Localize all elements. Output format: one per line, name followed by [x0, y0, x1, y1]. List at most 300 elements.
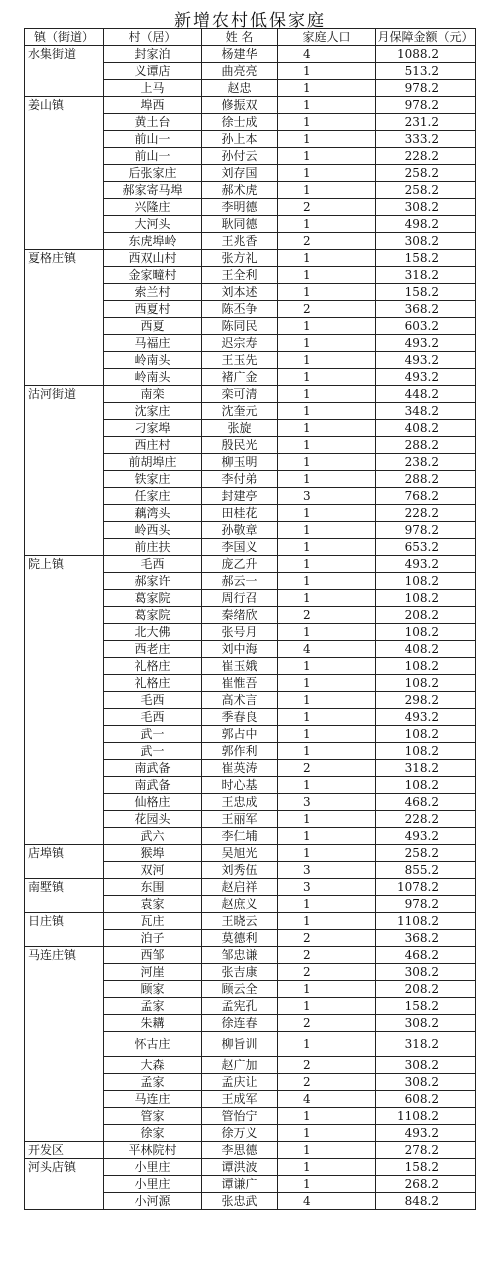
town-cell: 马连庄镇	[25, 947, 104, 1142]
amount-cell: 108.2	[376, 726, 476, 743]
table-row	[25, 556, 476, 573]
name-cell: 王忠成	[202, 794, 278, 811]
name-cell: 李仁埔	[202, 828, 278, 845]
town-cell: 姜山镇	[25, 97, 104, 250]
village-cell: 南武备	[104, 777, 202, 794]
town-cell: 沽河街道	[25, 386, 104, 556]
table-row	[25, 97, 476, 114]
name-cell: 张号月	[202, 624, 278, 641]
village-cell: 郝家许	[104, 573, 202, 590]
amount-cell: 448.2	[376, 386, 476, 403]
allowance-table	[24, 28, 476, 1210]
village-cell: 礼格庄	[104, 675, 202, 692]
amount-cell: 468.2	[376, 794, 476, 811]
village-cell: 袁家	[104, 896, 202, 913]
amount-cell: 318.2	[376, 267, 476, 284]
family-size-cell: 1	[278, 726, 376, 743]
amount-cell: 493.2	[376, 335, 476, 352]
village-cell: 大河头	[104, 216, 202, 233]
amount-cell: 158.2	[376, 998, 476, 1015]
family-size-cell: 1	[278, 335, 376, 352]
village-cell: 前庄扶	[104, 539, 202, 556]
name-cell: 柳旨训	[202, 1032, 278, 1057]
village-cell: 小里庄	[104, 1159, 202, 1176]
family-size-cell: 1	[278, 998, 376, 1015]
name-cell: 张方礼	[202, 250, 278, 267]
family-size-cell: 1	[278, 522, 376, 539]
family-size-cell: 1	[278, 437, 376, 454]
amount-cell: 258.2	[376, 182, 476, 199]
name-cell: 陈丕争	[202, 301, 278, 318]
name-cell: 莫德利	[202, 930, 278, 947]
name-cell: 曲亮亮	[202, 63, 278, 80]
family-size-cell: 1	[278, 743, 376, 760]
amount-cell: 308.2	[376, 1057, 476, 1074]
family-size-cell: 1	[278, 845, 376, 862]
family-size-cell: 1	[278, 182, 376, 199]
family-size-cell: 1	[278, 777, 376, 794]
amount-cell: 228.2	[376, 505, 476, 522]
village-cell: 西夏村	[104, 301, 202, 318]
amount-cell: 308.2	[376, 1074, 476, 1091]
table-row	[25, 947, 476, 964]
family-size-cell: 2	[278, 964, 376, 981]
name-cell: 刘中海	[202, 641, 278, 658]
family-size-cell: 2	[278, 1074, 376, 1091]
amount-cell: 978.2	[376, 522, 476, 539]
village-cell: 河崖	[104, 964, 202, 981]
village-cell: 仙格庄	[104, 794, 202, 811]
family-size-cell: 2	[278, 1015, 376, 1032]
family-size-cell: 1	[278, 981, 376, 998]
name-cell: 赵启祥	[202, 879, 278, 896]
table-row	[25, 250, 476, 267]
family-size-cell: 1	[278, 658, 376, 675]
amount-cell: 318.2	[376, 1032, 476, 1057]
town-cell: 开发区	[25, 1142, 104, 1159]
amount-cell: 258.2	[376, 165, 476, 182]
amount-cell: 238.2	[376, 454, 476, 471]
family-size-cell: 1	[278, 318, 376, 335]
village-cell: 毛西	[104, 709, 202, 726]
amount-cell: 513.2	[376, 63, 476, 80]
family-size-cell: 1	[278, 811, 376, 828]
amount-cell: 258.2	[376, 845, 476, 862]
header-village: 村（居）	[104, 29, 202, 46]
village-cell: 前山一	[104, 148, 202, 165]
family-size-cell: 1	[278, 471, 376, 488]
table-row	[25, 1159, 476, 1176]
village-cell: 任家庄	[104, 488, 202, 505]
name-cell: 管怡宁	[202, 1108, 278, 1125]
name-cell: 高术言	[202, 692, 278, 709]
family-size-cell: 2	[278, 1057, 376, 1074]
family-size-cell: 1	[278, 63, 376, 80]
village-cell: 南武备	[104, 760, 202, 777]
village-cell: 兴隆庄	[104, 199, 202, 216]
name-cell: 秦绪欣	[202, 607, 278, 624]
family-size-cell: 4	[278, 1091, 376, 1108]
family-size-cell: 1	[278, 386, 376, 403]
amount-cell: 288.2	[376, 437, 476, 454]
amount-cell: 468.2	[376, 947, 476, 964]
family-size-cell: 1	[278, 352, 376, 369]
name-cell: 刘存国	[202, 165, 278, 182]
amount-cell: 408.2	[376, 420, 476, 437]
table-row	[25, 879, 476, 896]
village-cell: 小里庄	[104, 1176, 202, 1193]
family-size-cell: 2	[278, 947, 376, 964]
village-cell: 索兰村	[104, 284, 202, 301]
family-size-cell: 1	[278, 1125, 376, 1142]
header-row	[25, 29, 476, 46]
name-cell: 李明德	[202, 199, 278, 216]
amount-cell: 158.2	[376, 1159, 476, 1176]
family-size-cell: 2	[278, 199, 376, 216]
town-cell: 夏格庄镇	[25, 250, 104, 386]
header-family-size: 家庭人口	[278, 29, 376, 46]
name-cell: 郝术虎	[202, 182, 278, 199]
village-cell: 葛家院	[104, 607, 202, 624]
amount-cell: 208.2	[376, 607, 476, 624]
amount-cell: 333.2	[376, 131, 476, 148]
amount-cell: 158.2	[376, 250, 476, 267]
family-size-cell: 2	[278, 301, 376, 318]
family-size-cell: 2	[278, 760, 376, 777]
name-cell: 李国义	[202, 539, 278, 556]
name-cell: 赵广加	[202, 1057, 278, 1074]
amount-cell: 348.2	[376, 403, 476, 420]
village-cell: 岭西头	[104, 522, 202, 539]
family-size-cell: 1	[278, 1176, 376, 1193]
amount-cell: 608.2	[376, 1091, 476, 1108]
family-size-cell: 3	[278, 862, 376, 879]
name-cell: 赵庶义	[202, 896, 278, 913]
village-cell: 义谭店	[104, 63, 202, 80]
family-size-cell: 1	[278, 505, 376, 522]
family-size-cell: 4	[278, 1193, 376, 1210]
village-cell: 大森	[104, 1057, 202, 1074]
amount-cell: 228.2	[376, 811, 476, 828]
village-cell: 西双山村	[104, 250, 202, 267]
village-cell: 怀古庄	[104, 1032, 202, 1057]
amount-cell: 855.2	[376, 862, 476, 879]
name-cell: 孙付云	[202, 148, 278, 165]
town-cell: 院上镇	[25, 556, 104, 845]
amount-cell: 1078.2	[376, 879, 476, 896]
amount-cell: 493.2	[376, 709, 476, 726]
name-cell: 孙上本	[202, 131, 278, 148]
family-size-cell: 3	[278, 488, 376, 505]
village-cell: 双河	[104, 862, 202, 879]
village-cell: 上马	[104, 80, 202, 97]
village-cell: 泊子	[104, 930, 202, 947]
village-cell: 瓦庄	[104, 913, 202, 930]
name-cell: 沈奎元	[202, 403, 278, 420]
name-cell: 陈同民	[202, 318, 278, 335]
page-title: 新增农村低保家庭	[174, 11, 326, 31]
family-size-cell: 1	[278, 624, 376, 641]
family-size-cell: 1	[278, 1108, 376, 1125]
amount-cell: 108.2	[376, 590, 476, 607]
name-cell: 谭谦广	[202, 1176, 278, 1193]
name-cell: 李思德	[202, 1142, 278, 1159]
amount-cell: 498.2	[376, 216, 476, 233]
name-cell: 田桂花	[202, 505, 278, 522]
family-size-cell: 2	[278, 607, 376, 624]
village-cell: 马连庄	[104, 1091, 202, 1108]
family-size-cell: 1	[278, 896, 376, 913]
name-cell: 孙敬章	[202, 522, 278, 539]
amount-cell: 978.2	[376, 97, 476, 114]
village-cell: 平林院村	[104, 1142, 202, 1159]
village-cell: 黄土台	[104, 114, 202, 131]
amount-cell: 108.2	[376, 624, 476, 641]
village-cell: 前胡埠庄	[104, 454, 202, 471]
amount-cell: 158.2	[376, 284, 476, 301]
table-row	[25, 1142, 476, 1159]
name-cell: 刘本述	[202, 284, 278, 301]
amount-cell: 978.2	[376, 80, 476, 97]
village-cell: 北大佛	[104, 624, 202, 641]
family-size-cell: 1	[278, 420, 376, 437]
family-size-cell: 1	[278, 828, 376, 845]
amount-cell: 653.2	[376, 539, 476, 556]
amount-cell: 278.2	[376, 1142, 476, 1159]
amount-cell: 1108.2	[376, 913, 476, 930]
family-size-cell: 1	[278, 913, 376, 930]
name-cell: 徐连春	[202, 1015, 278, 1032]
amount-cell: 768.2	[376, 488, 476, 505]
amount-cell: 308.2	[376, 233, 476, 250]
amount-cell: 848.2	[376, 1193, 476, 1210]
family-size-cell: 1	[278, 539, 376, 556]
name-cell: 张吉康	[202, 964, 278, 981]
name-cell: 崔英涛	[202, 760, 278, 777]
village-cell: 小河源	[104, 1193, 202, 1210]
village-cell: 孟家	[104, 998, 202, 1015]
village-cell: 武一	[104, 743, 202, 760]
amount-cell: 108.2	[376, 743, 476, 760]
name-cell: 徐士成	[202, 114, 278, 131]
family-size-cell: 1	[278, 556, 376, 573]
family-size-cell: 1	[278, 165, 376, 182]
village-cell: 沈家庄	[104, 403, 202, 420]
name-cell: 周行召	[202, 590, 278, 607]
village-cell: 前山一	[104, 131, 202, 148]
family-size-cell: 1	[278, 709, 376, 726]
amount-cell: 493.2	[376, 369, 476, 386]
amount-cell: 208.2	[376, 981, 476, 998]
amount-cell: 108.2	[376, 573, 476, 590]
family-size-cell: 1	[278, 97, 376, 114]
village-cell: 西夏	[104, 318, 202, 335]
family-size-cell: 2	[278, 233, 376, 250]
name-cell: 顾云全	[202, 981, 278, 998]
village-cell: 顾家	[104, 981, 202, 998]
family-size-cell: 1	[278, 369, 376, 386]
name-cell: 孟宪孔	[202, 998, 278, 1015]
village-cell: 铁家庄	[104, 471, 202, 488]
family-size-cell: 1	[278, 148, 376, 165]
name-cell: 柳玉明	[202, 454, 278, 471]
amount-cell: 493.2	[376, 556, 476, 573]
amount-cell: 493.2	[376, 352, 476, 369]
village-cell: 猴埠	[104, 845, 202, 862]
amount-cell: 1108.2	[376, 1108, 476, 1125]
name-cell: 杨建华	[202, 46, 278, 63]
village-cell: 刁家埠	[104, 420, 202, 437]
family-size-cell: 1	[278, 80, 376, 97]
name-cell: 王兆香	[202, 233, 278, 250]
village-cell: 南栾	[104, 386, 202, 403]
name-cell: 赵忠	[202, 80, 278, 97]
family-size-cell: 1	[278, 573, 376, 590]
header-town: 镇（街道）	[25, 29, 104, 46]
village-cell: 后张家庄	[104, 165, 202, 182]
name-cell: 谭洪波	[202, 1159, 278, 1176]
name-cell: 栾可清	[202, 386, 278, 403]
town-cell: 店埠镇	[25, 845, 104, 879]
family-size-cell: 1	[278, 403, 376, 420]
table-row	[25, 386, 476, 403]
town-cell: 水集街道	[25, 46, 104, 97]
village-cell: 郝家寄马埠	[104, 182, 202, 199]
amount-cell: 603.2	[376, 318, 476, 335]
name-cell: 郭作利	[202, 743, 278, 760]
name-cell: 王成军	[202, 1091, 278, 1108]
amount-cell: 493.2	[376, 828, 476, 845]
village-cell: 徐家	[104, 1125, 202, 1142]
village-cell: 孟家	[104, 1074, 202, 1091]
name-cell: 崔玉娥	[202, 658, 278, 675]
table-body	[25, 46, 476, 1210]
village-cell: 葛家院	[104, 590, 202, 607]
name-cell: 殷民光	[202, 437, 278, 454]
village-cell: 东虎埠岭	[104, 233, 202, 250]
family-size-cell: 1	[278, 675, 376, 692]
family-size-cell: 1	[278, 1032, 376, 1057]
village-cell: 东围	[104, 879, 202, 896]
amount-cell: 108.2	[376, 658, 476, 675]
table-row	[25, 46, 476, 63]
family-size-cell: 1	[278, 284, 376, 301]
amount-cell: 408.2	[376, 641, 476, 658]
family-size-cell: 1	[278, 1142, 376, 1159]
village-cell: 毛西	[104, 556, 202, 573]
village-cell: 岭南头	[104, 369, 202, 386]
amount-cell: 231.2	[376, 114, 476, 131]
town-cell: 河头店镇	[25, 1159, 104, 1210]
name-cell: 王丽军	[202, 811, 278, 828]
amount-cell: 308.2	[376, 1015, 476, 1032]
amount-cell: 978.2	[376, 896, 476, 913]
town-cell: 日庄镇	[25, 913, 104, 947]
name-cell: 王全利	[202, 267, 278, 284]
family-size-cell: 1	[278, 216, 376, 233]
family-size-cell: 1	[278, 250, 376, 267]
town-cell: 南墅镇	[25, 879, 104, 913]
amount-cell: 298.2	[376, 692, 476, 709]
name-cell: 邹忠谦	[202, 947, 278, 964]
amount-cell: 308.2	[376, 964, 476, 981]
village-cell: 毛西	[104, 692, 202, 709]
name-cell: 迟宗寿	[202, 335, 278, 352]
village-cell: 藕湾头	[104, 505, 202, 522]
family-size-cell: 1	[278, 1159, 376, 1176]
village-cell: 西老庄	[104, 641, 202, 658]
village-cell: 礼格庄	[104, 658, 202, 675]
village-cell: 马福庄	[104, 335, 202, 352]
family-size-cell: 1	[278, 114, 376, 131]
village-cell: 武六	[104, 828, 202, 845]
amount-cell: 308.2	[376, 199, 476, 216]
header-monthly-amount: 月保障金额（元）	[377, 30, 474, 44]
family-size-cell: 2	[278, 930, 376, 947]
family-size-cell: 4	[278, 641, 376, 658]
amount-cell: 108.2	[376, 777, 476, 794]
family-size-cell: 1	[278, 267, 376, 284]
village-cell: 岭南头	[104, 352, 202, 369]
header-name: 姓 名	[202, 29, 278, 46]
village-cell: 西庄村	[104, 437, 202, 454]
family-size-cell: 4	[278, 46, 376, 63]
amount-cell: 368.2	[376, 930, 476, 947]
name-cell: 王玉先	[202, 352, 278, 369]
amount-cell: 318.2	[376, 760, 476, 777]
name-cell: 封建亭	[202, 488, 278, 505]
amount-cell: 228.2	[376, 148, 476, 165]
family-size-cell: 1	[278, 590, 376, 607]
village-cell: 金家疃村	[104, 267, 202, 284]
table-row	[25, 845, 476, 862]
village-cell: 花园头	[104, 811, 202, 828]
name-cell: 郭占中	[202, 726, 278, 743]
village-cell: 武一	[104, 726, 202, 743]
village-cell: 西邹	[104, 947, 202, 964]
village-cell: 朱耩	[104, 1015, 202, 1032]
name-cell: 崔惟吾	[202, 675, 278, 692]
name-cell: 修振双	[202, 97, 278, 114]
amount-cell: 268.2	[376, 1176, 476, 1193]
family-size-cell: 1	[278, 131, 376, 148]
name-cell: 耿同德	[202, 216, 278, 233]
amount-cell: 288.2	[376, 471, 476, 488]
village-cell: 封家泊	[104, 46, 202, 63]
name-cell: 庞乙升	[202, 556, 278, 573]
name-cell: 季春良	[202, 709, 278, 726]
name-cell: 时心基	[202, 777, 278, 794]
name-cell: 郝云一	[202, 573, 278, 590]
amount-cell: 368.2	[376, 301, 476, 318]
village-cell: 管家	[104, 1108, 202, 1125]
family-size-cell: 3	[278, 794, 376, 811]
village-cell: 埠西	[104, 97, 202, 114]
name-cell: 李付弟	[202, 471, 278, 488]
family-size-cell: 1	[278, 692, 376, 709]
name-cell: 褚广金	[202, 369, 278, 386]
amount-cell: 493.2	[376, 1125, 476, 1142]
table-row	[25, 913, 476, 930]
name-cell: 徐万义	[202, 1125, 278, 1142]
family-size-cell: 1	[278, 454, 376, 471]
amount-cell: 1088.2	[376, 46, 476, 63]
name-cell: 张忠武	[202, 1193, 278, 1210]
name-cell: 王晓云	[202, 913, 278, 930]
name-cell: 孟庆让	[202, 1074, 278, 1091]
amount-cell: 108.2	[376, 675, 476, 692]
family-size-cell: 3	[278, 879, 376, 896]
